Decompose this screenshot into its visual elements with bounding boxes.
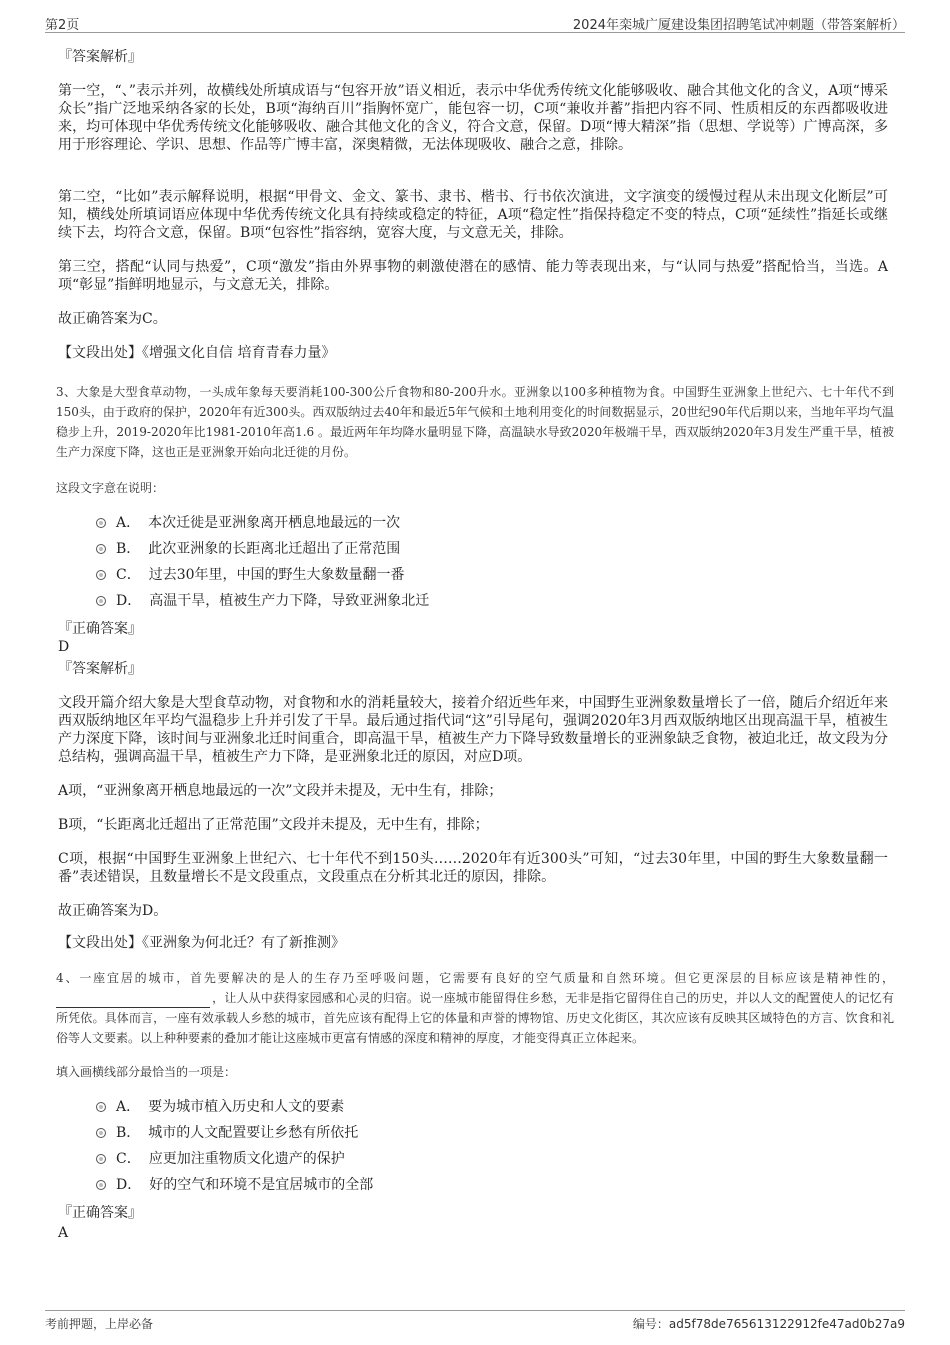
q3-source: 【文段出处】《亚洲象为何北迁？有了新推测》 [58,935,345,951]
page-footer [45,1310,905,1333]
radio-icon[interactable] [96,518,106,528]
q4-option-c[interactable]: C． 应更加注重物质文化遗产的保护 [96,1150,345,1168]
q2-analysis-para-3: 第三空，搭配“认同与热爱”，C项“激发”指由外界事物的刺激使潜在的感情、能力等表现出来，与“认同与热爱”搭配恰当，当选。A项“彰显”指鲜明地显示，与文意无关，排除。 [58,259,888,293]
q3-option-c[interactable]: C． 过去30年里，中国的野生大象数量翻一番 [96,566,405,584]
q3-option-a[interactable]: A． 本次迁徙是亚洲象离开栖息地最远的一次 [96,514,400,532]
q2-conclusion: 故正确答案为C。 [58,311,167,327]
q3-answer-label: 『正确答案』 [58,621,142,637]
q3-stem: 3、大象是大型食草动物，一头成年象每天要消耗100-300公斤食物和80-200升水。亚洲象以100多种植物为食。中国野生亚洲象上世纪六、七十年代不到150头，由于政府的保护，2020年有近300头。西双版纳过去40年和最近5年气候和土地利用变化的时间数据显示，20世纪90年代后期以来，当地年平均气温稳步上升，2019-2020年比1981-2010年高1.6 。最近两年年均降水量明显下降，高温缺水导致2020年极端干旱，西双版纳2020年3月发生严重干旱，植被生产力深度下降，这也正是亚洲象开始向北迁徙的月份。 [56,385,894,459]
radio-icon[interactable] [96,596,106,606]
document-title: 2024年栾城广厦建设集团招聘笔试冲刺题（带答案解析） [572,18,905,33]
q3-analysis-para-4: C项，根据“中国野生亚洲象上世纪六、七十年代不到150头……2020年有近300头”可知，“过去30年里，中国的野生大象数量翻一番”表述错误，且数量增长不是文段重点，文段重点在分析其北迁的原因，排除。 [58,851,888,885]
radio-icon[interactable] [96,1102,106,1112]
q4-option-d[interactable]: D． 好的空气和环境不是宜居城市的全部 [96,1176,373,1194]
radio-icon[interactable] [96,1154,106,1164]
q4-answer: A [58,1225,69,1241]
q3-analysis-para-1: 文段开篇介绍大象是大型食草动物，对食物和水的消耗量较大，接着介绍近些年来，中国野生亚洲象数量增长了一倍，随后介绍近年来西双版纳地区年平均气温稳步上升并引发了干旱。最后通过指代词“这”引导尾句，强调2020年3月西双版纳地区出现高温干旱，植被生产力深度下降，该时间与亚洲象北迁时间重合，即高温干旱，植被生产力下降导致数量增长的亚洲象缺乏食物，被迫北迁，故文段为分总结构，强调高温干旱，植被生产力下降，是亚洲象北迁的原因，对应D项。 [58,695,888,765]
q2-analysis-para-2: 第二空，“比如”表示解释说明，根据“甲骨文、金文、篆书、隶书、楷书、行书依次演进，文字演变的缓慢过程从未出现文化断层”可知，横线处所填词语应体现中华优秀传统文化具有持续或稳定的特征，A项“稳定性”指保持稳定不变的特点，C项“延续性”指延长或继续下去，均符合文意，保留。B项“包容性”指容纳，宽容大度，与文意无关，排除。 [58,189,888,241]
q4-stem: 4、一座宜居的城市，首先要解决的是人的生存乃至呼吸问题，它需要有良好的空气质量和自然环境。但它更深层的目标应该是精神性的，，让人从中获得家园感和心灵的归宿。说一座城市能留得住乡愁，无非是指它留得住自己的历史，并以人文的配置使人的记忆有所凭依。具体而言，一座有效承载人乡愁的城市，首先应该有配得上它的体量和声誉的博物馆、历史文化街区，其次应该有反映其区域特色的方言、饮食和礼俗等人文要素。以上种种要素的叠加才能让这座城市更富有情感的深度和精神的厚度，才能变得真正立体起来。 [56,971,894,1045]
q4-option-a[interactable]: A． 要为城市植入历史和人文的要素 [96,1098,344,1116]
q3-answer: D [58,639,70,655]
radio-icon[interactable] [96,1128,106,1138]
page-number: 第2页 [45,18,80,33]
page-header [45,12,905,33]
q2-source: 【文段出处】《增强文化自信 培育青春力量》 [58,345,336,361]
q4-option-b[interactable]: B． 城市的人文配置要让乡愁有所依托 [96,1124,358,1142]
radio-icon[interactable] [96,1180,106,1190]
footer-slogan: 考前押题，上岸必备 [45,1317,154,1331]
radio-icon[interactable] [96,570,106,580]
q3-conclusion: 故正确答案为D。 [58,903,168,919]
q3-analysis-label: 『答案解析』 [58,661,142,677]
q3-analysis-para-2: A项，“亚洲象离开栖息地最远的一次”文段并未提及，无中生有，排除； [58,783,503,799]
q3-prompt: 这段文字意在说明： [56,481,165,495]
radio-icon[interactable] [96,544,106,554]
q3-option-d[interactable]: D． 高温干旱，植被生产力下降，导致亚洲象北迁 [96,592,429,610]
q3-option-b[interactable]: B． 此次亚洲象的长距离北迁超出了正常范围 [96,540,400,558]
q4-prompt: 填入画横线部分最恰当的一项是： [56,1065,237,1079]
q2-analysis-para-1: 第一空，“、”表示并列，故横线处所填成语与“包容开放”语义相近，表示中华优秀传统文化能够吸收、融合其他文化的含义，A项“博采众长”指广泛地采纳各家的长处，B项“海纳百川”指胸怀宽广，能包容一切，C项“兼收并蓄”指把内容不同、性质相反的东西都吸收进来，均可体现中华优秀传统文化能够吸收、融合其他文化的含义，符合文意，保留。D项“博大精深”指（思想、学说等）广博高深，多用于形容理论、学识、思想、作品等广博丰富，深奥精微，无法体现吸收、融合之意，排除。 [58,83,888,153]
q4-answer-label: 『正确答案』 [58,1205,142,1221]
fill-in-blank [56,995,210,1008]
q2-analysis-label: 『答案解析』 [58,49,142,65]
q3-analysis-para-3: B项，“长距离北迁超出了正常范围”文段并未提及，无中生有，排除； [58,817,489,833]
document-code: 编号：ad5f78de765613122912fe47ad0b27a9 [632,1317,905,1331]
